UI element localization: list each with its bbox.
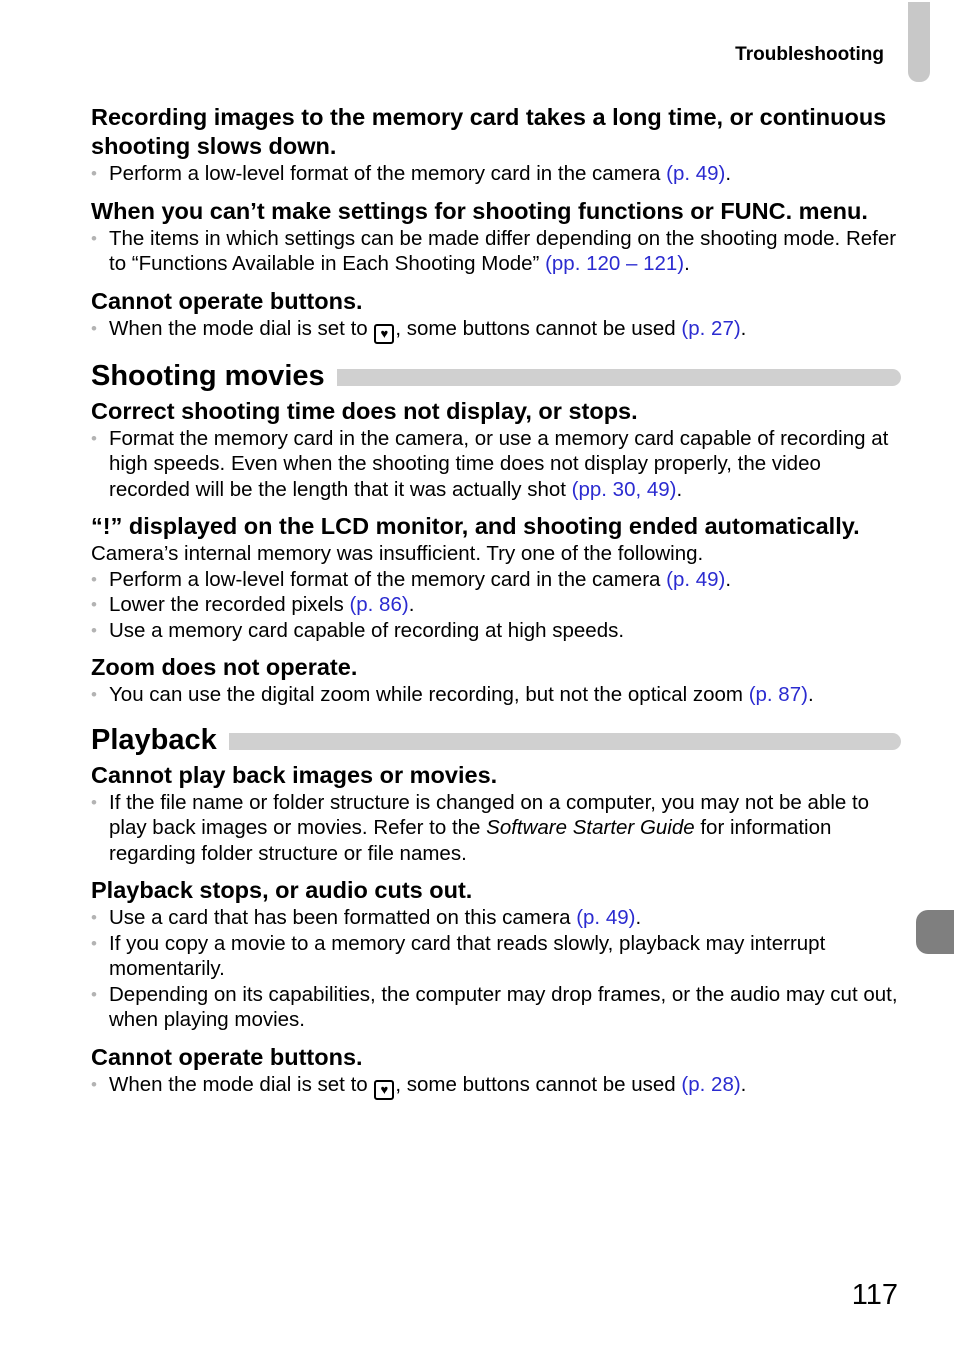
side-thumb-tab	[916, 910, 954, 954]
page-link[interactable]: (pp. 120 – 121)	[545, 252, 685, 275]
heading-zoom: Zoom does not operate.	[91, 654, 358, 680]
list-item: • The items in which settings can be made differ depending on the shooting mode. Refer to “Functions Available in Each Shooting Mode” (pp. 120 – 121).	[91, 226, 901, 277]
list-item: • Format the memory card in the camera, or use a memory card capable of recording at high speeds. Even when the shooting time does not display properly, the video recorded will be the length that it was actually shot (pp. 30, 49).	[91, 426, 901, 503]
list-item: • When the mode dial is set to ♥ , some buttons cannot be used (p. 27).	[91, 316, 901, 344]
section-header-playback	[91, 723, 901, 757]
page-link[interactable]: (p. 49)	[576, 906, 636, 929]
page-link[interactable]: (p. 87)	[748, 683, 808, 706]
page-link[interactable]: (p. 49)	[666, 162, 726, 185]
page-content	[91, 103, 901, 1100]
page-link[interactable]: (p. 28)	[681, 1072, 741, 1096]
list-item: • Perform a low-level format of the memory card in the camera (p. 49).	[91, 161, 901, 187]
heading-cant-make-settings: When you can’t make settings for shooting functions or FUNC. menu.	[91, 197, 868, 224]
heading-cannot-operate-buttons-2: Cannot operate buttons.	[91, 1043, 363, 1070]
list-item: • If you copy a movie to a memory card that reads slowly, playback may interrupt momentarily.	[91, 931, 901, 982]
top-thumb-tab	[908, 2, 930, 82]
page-link[interactable]: (p. 49)	[666, 567, 726, 591]
movie-mode-icon: ♥	[374, 1080, 394, 1100]
movie-mode-icon: ♥	[374, 324, 394, 344]
heading-shooting-time: Correct shooting time does not display, or stops.	[91, 397, 638, 424]
list-item: • When the mode dial is set to ♥ , some buttons cannot be used (p. 28).	[91, 1072, 901, 1100]
heading-exclamation-displayed: “!” displayed on the LCD monitor, and shooting ended automatically.	[91, 513, 860, 539]
page-number: 117	[851, 1279, 898, 1311]
list-item: • Use a memory card capable of recording at high speeds.	[91, 618, 901, 644]
page-link[interactable]: (p. 86)	[349, 593, 409, 616]
heading-recording-slow: Recording images to the memory card takes a long time, or continuous shooting slows down.	[91, 104, 887, 159]
intro-text: Camera’s internal memory was insufficient. Try one of the following.	[91, 542, 704, 565]
list-item: • You can use the digital zoom while recording, but not the optical zoom (p. 87).	[91, 682, 901, 708]
page-link[interactable]: (p. 27)	[681, 316, 741, 340]
list-item: • If the file name or folder structure is changed on a computer, you may not be able to play back images or movies. Refer to the Software Starter Guide for information regarding folder structure or file names.	[91, 790, 901, 867]
list-item: • Lower the recorded pixels (p. 86).	[91, 592, 901, 618]
section-bar	[229, 733, 901, 750]
section-title: Playback	[91, 723, 217, 756]
heading-playback-stops: Playback stops, or audio cuts out.	[91, 877, 473, 903]
running-header: Troubleshooting	[735, 44, 884, 65]
section-header-shooting-movies	[91, 359, 901, 393]
section-bar	[337, 369, 901, 386]
section-title: Shooting movies	[91, 359, 325, 392]
list-item: • Depending on its capabilities, the computer may drop frames, or the audio may cut out, when playing movies.	[91, 982, 901, 1033]
list-item: • Perform a low-level format of the memory card in the camera (p. 49).	[91, 567, 901, 593]
list-item: • Use a card that has been formatted on this camera (p. 49).	[91, 905, 901, 931]
heading-cannot-operate-buttons: Cannot operate buttons.	[91, 287, 363, 314]
page-link[interactable]: (pp. 30, 49)	[571, 477, 677, 501]
heading-cannot-play-back: Cannot play back images or movies.	[91, 761, 498, 788]
